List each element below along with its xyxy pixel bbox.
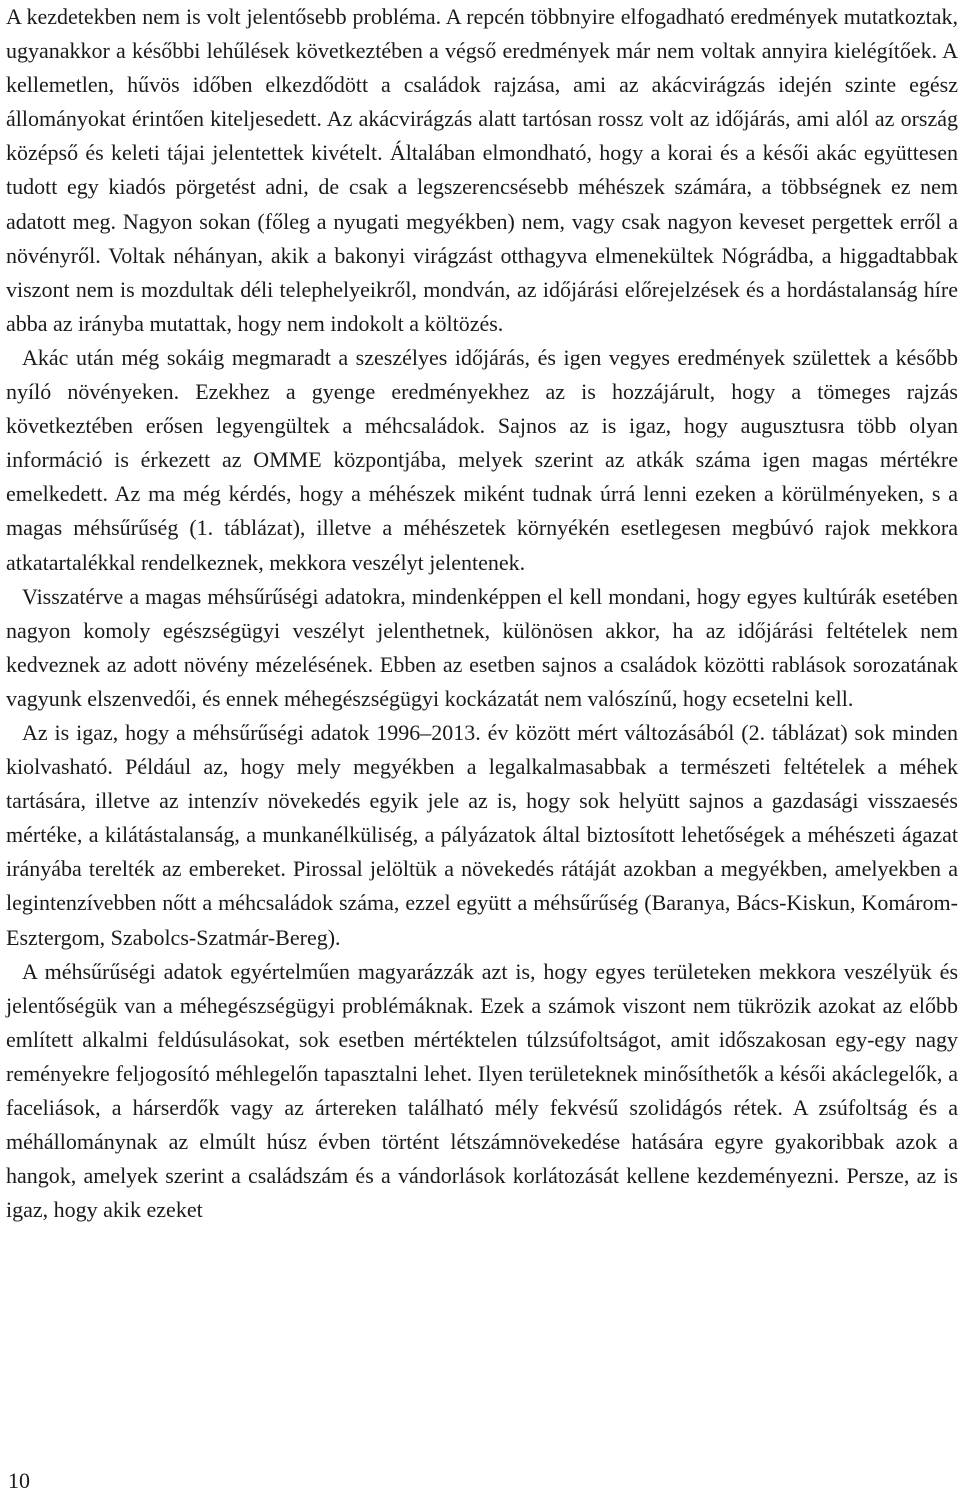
paragraph-2: Akác után még sokáig megmaradt a szeszélyes időjárás, és igen vegyes eredmények születtek a később nyíló növényeken. Ezekhez a gyenge eredményekhez az is hozzájárult, hogy a tömeges rajzás következtében erősen legyengültek a méhcsaládok. Sajnos az is igaz, hogy augusztusra több olyan információ is érkezett az OMME központjába, melyek szerint az atkák száma igen magas mértékre emelkedett. Az ma még kérdés, hogy a méhészek miként tudnak úrrá lenni ezeken a körülményeken, s a magas méhsűrűség (1. táblázat), illetve a méhészetek környékén esetlegesen megbúvó rajok mekkora atkatartalékkal rendelkeznek, mekkora veszélyt jelentenek.: [6, 344, 958, 575]
paragraph-4: Az is igaz, hogy a méhsűrűségi adatok 1996–2013. év között mért változásából (2. táblázat) sok minden kiolvasható. Például az, hogy mely megyékben a legalkalmasabbak a természeti feltételek a méhek tartására, illetve az intenzív növekedés egyik jele az is, hogy sok helyütt sajnos a gazdasági visszaesés mértéke, a kilátástalanság, a munkanélküliség, a pályázatok által biztosított lehetőségek a méhészeti ágazat irányába terelték az embereket. Pirossal jelöltük a növekedés rátáját azokban a megyékben, amelyekben a legintenzívebben nőtt a méhcsaládok száma, ezzel együtt a méhsűrűség (Baranya, Bács-Kiskun, Komárom-Esztergom, Szabolcs-Szatmár-Bereg).: [6, 719, 958, 950]
document-body: [6, 0, 958, 1227]
page-number: 10: [8, 1468, 30, 1493]
paragraph-1: A kezdetekben nem is volt jelentősebb probléma. A repcén többnyire elfogadható eredmények mutatkoztak, ugyanakkor a későbbi lehűlések következtében a végső eredmények már nem voltak annyira kielégítőek. A kellemetlen, hűvös időben elkezdődött a családok rajzása, ami az akácvirágzás idején szinte egész állományokat érintően kiteljesedett. Az akácvirágzás alatt tartósan rossz volt az időjárás, ami alól az ország középső és keleti tájai jelentettek kivételt. Általában elmondható, hogy a korai és a késői akác együttesen tudott egy kiadós pörgetést adni, de csak a legszerencsésebb méhészek számára, a többségnek ez nem adatott meg. Nagyon sokan (főleg a nyugati megyékben) nem, vagy csak nagyon keveset pergettek erről a növényről. Voltak néhányan, akik a bakonyi virágzást otthagyva elmenekültek Nógrádba, a higgadtabbak viszont nem is mozdultak déli telephelyeikről, mondván, az időjárási előrejelzések és a hordástalanság híre abba az irányba mutattak, hogy nem indokolt a költözés.: [6, 4, 958, 336]
paragraph-3: Visszatérve a magas méhsűrűségi adatokra, mindenképpen el kell mondani, hogy egyes kultúrák esetében nagyon komoly egészségügyi veszélyt jelenthetnek, különösen akkor, ha az időjárási feltételek nem kedveznek az adott növény mézelésének. Ebben az esetben sajnos a családok közötti rablások sorozatának vagyunk elszenvedői, és ennek méhegészségügyi kockázatát nem valószínű, hogy ecsetelni kell.: [6, 583, 958, 711]
paragraph-5: A méhsűrűségi adatok egyértelműen magyarázzák azt is, hogy egyes területeken mekkora veszélyük és jelentőségük van a méhegészségügyi problémáknak. Ezek a számok viszont nem tükrözik azokat az előbb említett alkalmi feldúsulásokat, sok esetben mértéktelen túlzsúfoltságot, amit időszakosan egy-egy nagy reményekre feljogosító méhlegelőn tapasztalni lehet. Ilyen területeknek minősíthetők a késői akáclegelők, a faceliások, a hárserdők vagy az ártereken található mély fekvésű szolidágós rétek. A zsúfoltság és a méhállománynak az elmúlt húsz évben történt létszámnövekedése hatására egyre gyakoribbak azok a hangok, amelyek szerint a családszám és a vándorlások korlátozását kellene kezdeményezni. Persze, az is igaz, hogy akik ezeket: [6, 958, 958, 1223]
